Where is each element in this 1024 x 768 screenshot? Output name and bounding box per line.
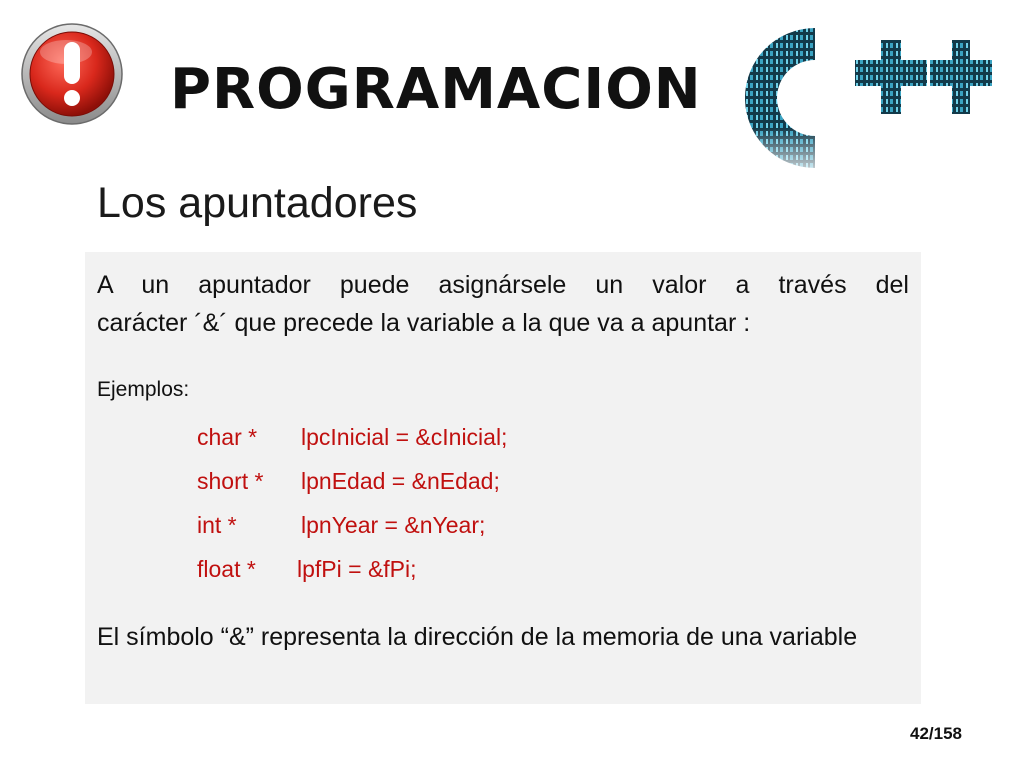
code-line [197, 424, 507, 451]
intro-line-2: carácter ´&´ que precede la variable a la que va a apuntar : [97, 309, 751, 337]
code-line [197, 512, 485, 539]
cpp-logo [745, 18, 995, 178]
slide-title: PROGRAMACION [170, 57, 702, 122]
page-number: 42/158 [910, 724, 962, 743]
slide-subtitle: Los apuntadores [97, 179, 418, 227]
code-type: char * [197, 424, 258, 450]
code-line [197, 556, 417, 583]
code-type: short * [197, 468, 264, 494]
code-line [197, 468, 500, 495]
content-panel [85, 252, 921, 704]
code-expr: lpcInicial = &cInicial; [301, 424, 508, 450]
examples-label: Ejemplos: [97, 378, 190, 401]
intro-line-1: A un apuntador puede asignársele un valor a través del [97, 271, 909, 299]
exclamation-warning-icon [20, 22, 124, 126]
code-type: int * [197, 512, 237, 538]
code-expr: lpnEdad = &nEdad; [301, 468, 500, 494]
code-expr: lpfPi = &fPi; [297, 556, 417, 582]
code-expr: lpnYear = &nYear; [301, 512, 486, 538]
intro-paragraph [97, 266, 909, 342]
summary-paragraph: El símbolo “&” representa la dirección de la memoria de una variable [97, 623, 858, 651]
code-type: float * [197, 556, 256, 582]
